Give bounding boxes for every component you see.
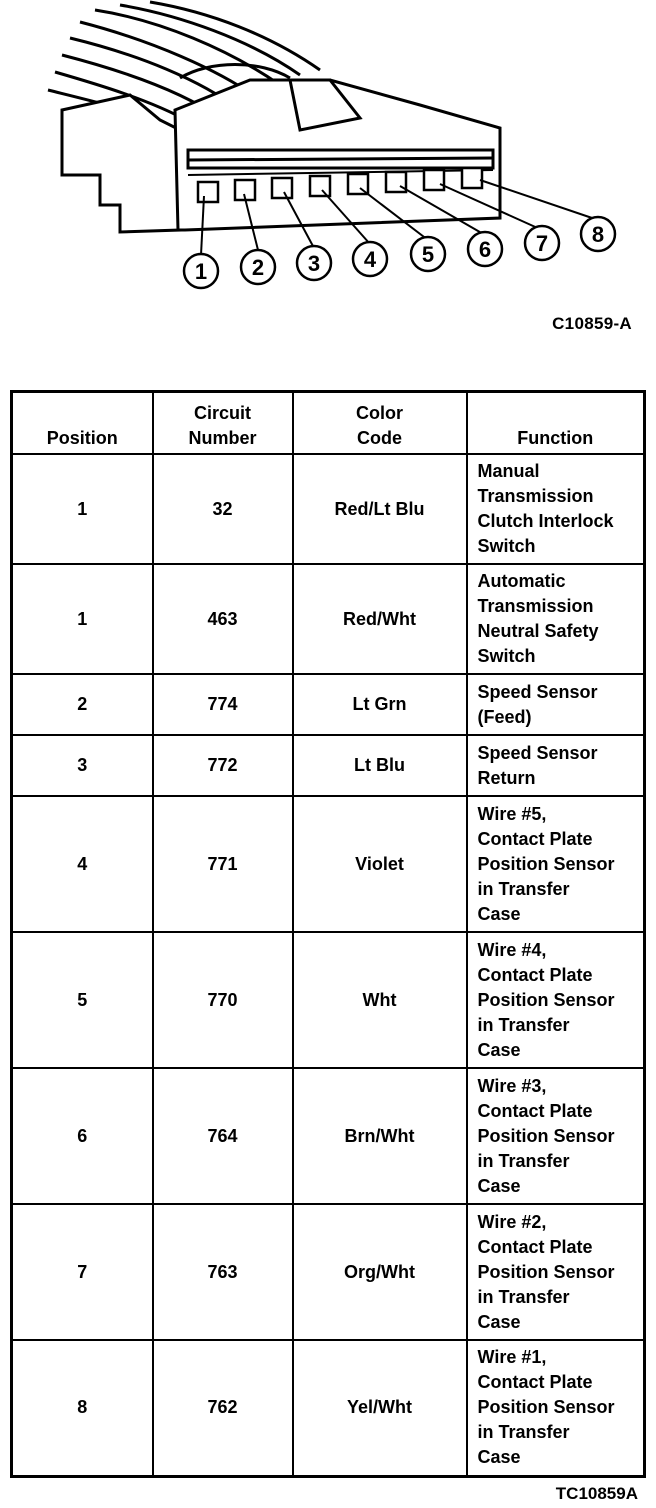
table-row bbox=[12, 1340, 645, 1476]
cell-position: 4 bbox=[12, 796, 153, 932]
cell-function: Wire #2, Contact Plate Position Sensor in Transfer Case bbox=[467, 1204, 645, 1340]
callout-5: 5 bbox=[421, 242, 435, 267]
header-color-code: Color Code bbox=[293, 392, 467, 455]
cell-function: Wire #4, Contact Plate Position Sensor in Transfer Case bbox=[467, 932, 645, 1068]
cell-function: Manual Transmission Clutch Interlock Switch bbox=[467, 454, 645, 564]
cell-circuit: 32 bbox=[153, 454, 293, 564]
callout-8: 8 bbox=[591, 222, 605, 247]
cell-position: 3 bbox=[12, 735, 153, 796]
table-row bbox=[12, 1068, 645, 1204]
header-position: Position bbox=[12, 392, 153, 455]
cell-position: 2 bbox=[12, 674, 153, 735]
cell-position: 6 bbox=[12, 1068, 153, 1204]
cell-function: Automatic Transmission Neutral Safety Switch bbox=[467, 564, 645, 674]
cell-position: 8 bbox=[12, 1340, 153, 1476]
cell-circuit: 772 bbox=[153, 735, 293, 796]
table-row bbox=[12, 932, 645, 1068]
table-row bbox=[12, 796, 645, 932]
cell-color: Red/Lt Blu bbox=[293, 454, 467, 564]
table-row bbox=[12, 674, 645, 735]
table-header-row bbox=[12, 392, 645, 455]
callout-7: 7 bbox=[535, 231, 549, 256]
cell-color: Lt Grn bbox=[293, 674, 467, 735]
cell-circuit: 762 bbox=[153, 1340, 293, 1476]
document-code: TC10859A bbox=[555, 1484, 638, 1503]
cell-circuit: 774 bbox=[153, 674, 293, 735]
cell-circuit: 770 bbox=[153, 932, 293, 1068]
cell-color: Brn/Wht bbox=[293, 1068, 467, 1204]
callout-6: 6 bbox=[478, 237, 492, 262]
cell-color: Lt Blu bbox=[293, 735, 467, 796]
cell-color: Yel/Wht bbox=[293, 1340, 467, 1476]
cell-position: 1 bbox=[12, 454, 153, 564]
cell-color: Violet bbox=[293, 796, 467, 932]
table-row bbox=[12, 735, 645, 796]
cell-function: Wire #3, Contact Plate Position Sensor in Transfer Case bbox=[467, 1068, 645, 1204]
cell-color: Red/Wht bbox=[293, 564, 467, 674]
cell-function: Speed Sensor Return bbox=[467, 735, 645, 796]
cell-position: 7 bbox=[12, 1204, 153, 1340]
callout-2: 2 bbox=[251, 255, 265, 280]
table-row bbox=[12, 564, 645, 674]
callout-3: 3 bbox=[307, 251, 321, 276]
pinout-table bbox=[10, 390, 646, 1478]
cell-circuit: 463 bbox=[153, 564, 293, 674]
figure-code: C10859-A bbox=[552, 314, 632, 333]
cell-color: Wht bbox=[293, 932, 467, 1068]
cell-circuit: 764 bbox=[153, 1068, 293, 1204]
cell-circuit: 771 bbox=[153, 796, 293, 932]
cell-circuit: 763 bbox=[153, 1204, 293, 1340]
cell-color: Org/Wht bbox=[293, 1204, 467, 1340]
cell-function: Speed Sensor (Feed) bbox=[467, 674, 645, 735]
cell-position: 5 bbox=[12, 932, 153, 1068]
callout-4: 4 bbox=[363, 247, 377, 272]
cell-position: 1 bbox=[12, 564, 153, 674]
table-row bbox=[12, 454, 645, 564]
connector-diagram bbox=[0, 0, 656, 300]
cell-function: Wire #5, Contact Plate Position Sensor in Transfer Case bbox=[467, 796, 645, 932]
header-circuit-number: Circuit Number bbox=[153, 392, 293, 455]
callout-1: 1 bbox=[194, 259, 208, 284]
header-function: Function bbox=[467, 392, 645, 455]
table-row bbox=[12, 1204, 645, 1340]
cell-function: Wire #1, Contact Plate Position Sensor in Transfer Case bbox=[467, 1340, 645, 1476]
